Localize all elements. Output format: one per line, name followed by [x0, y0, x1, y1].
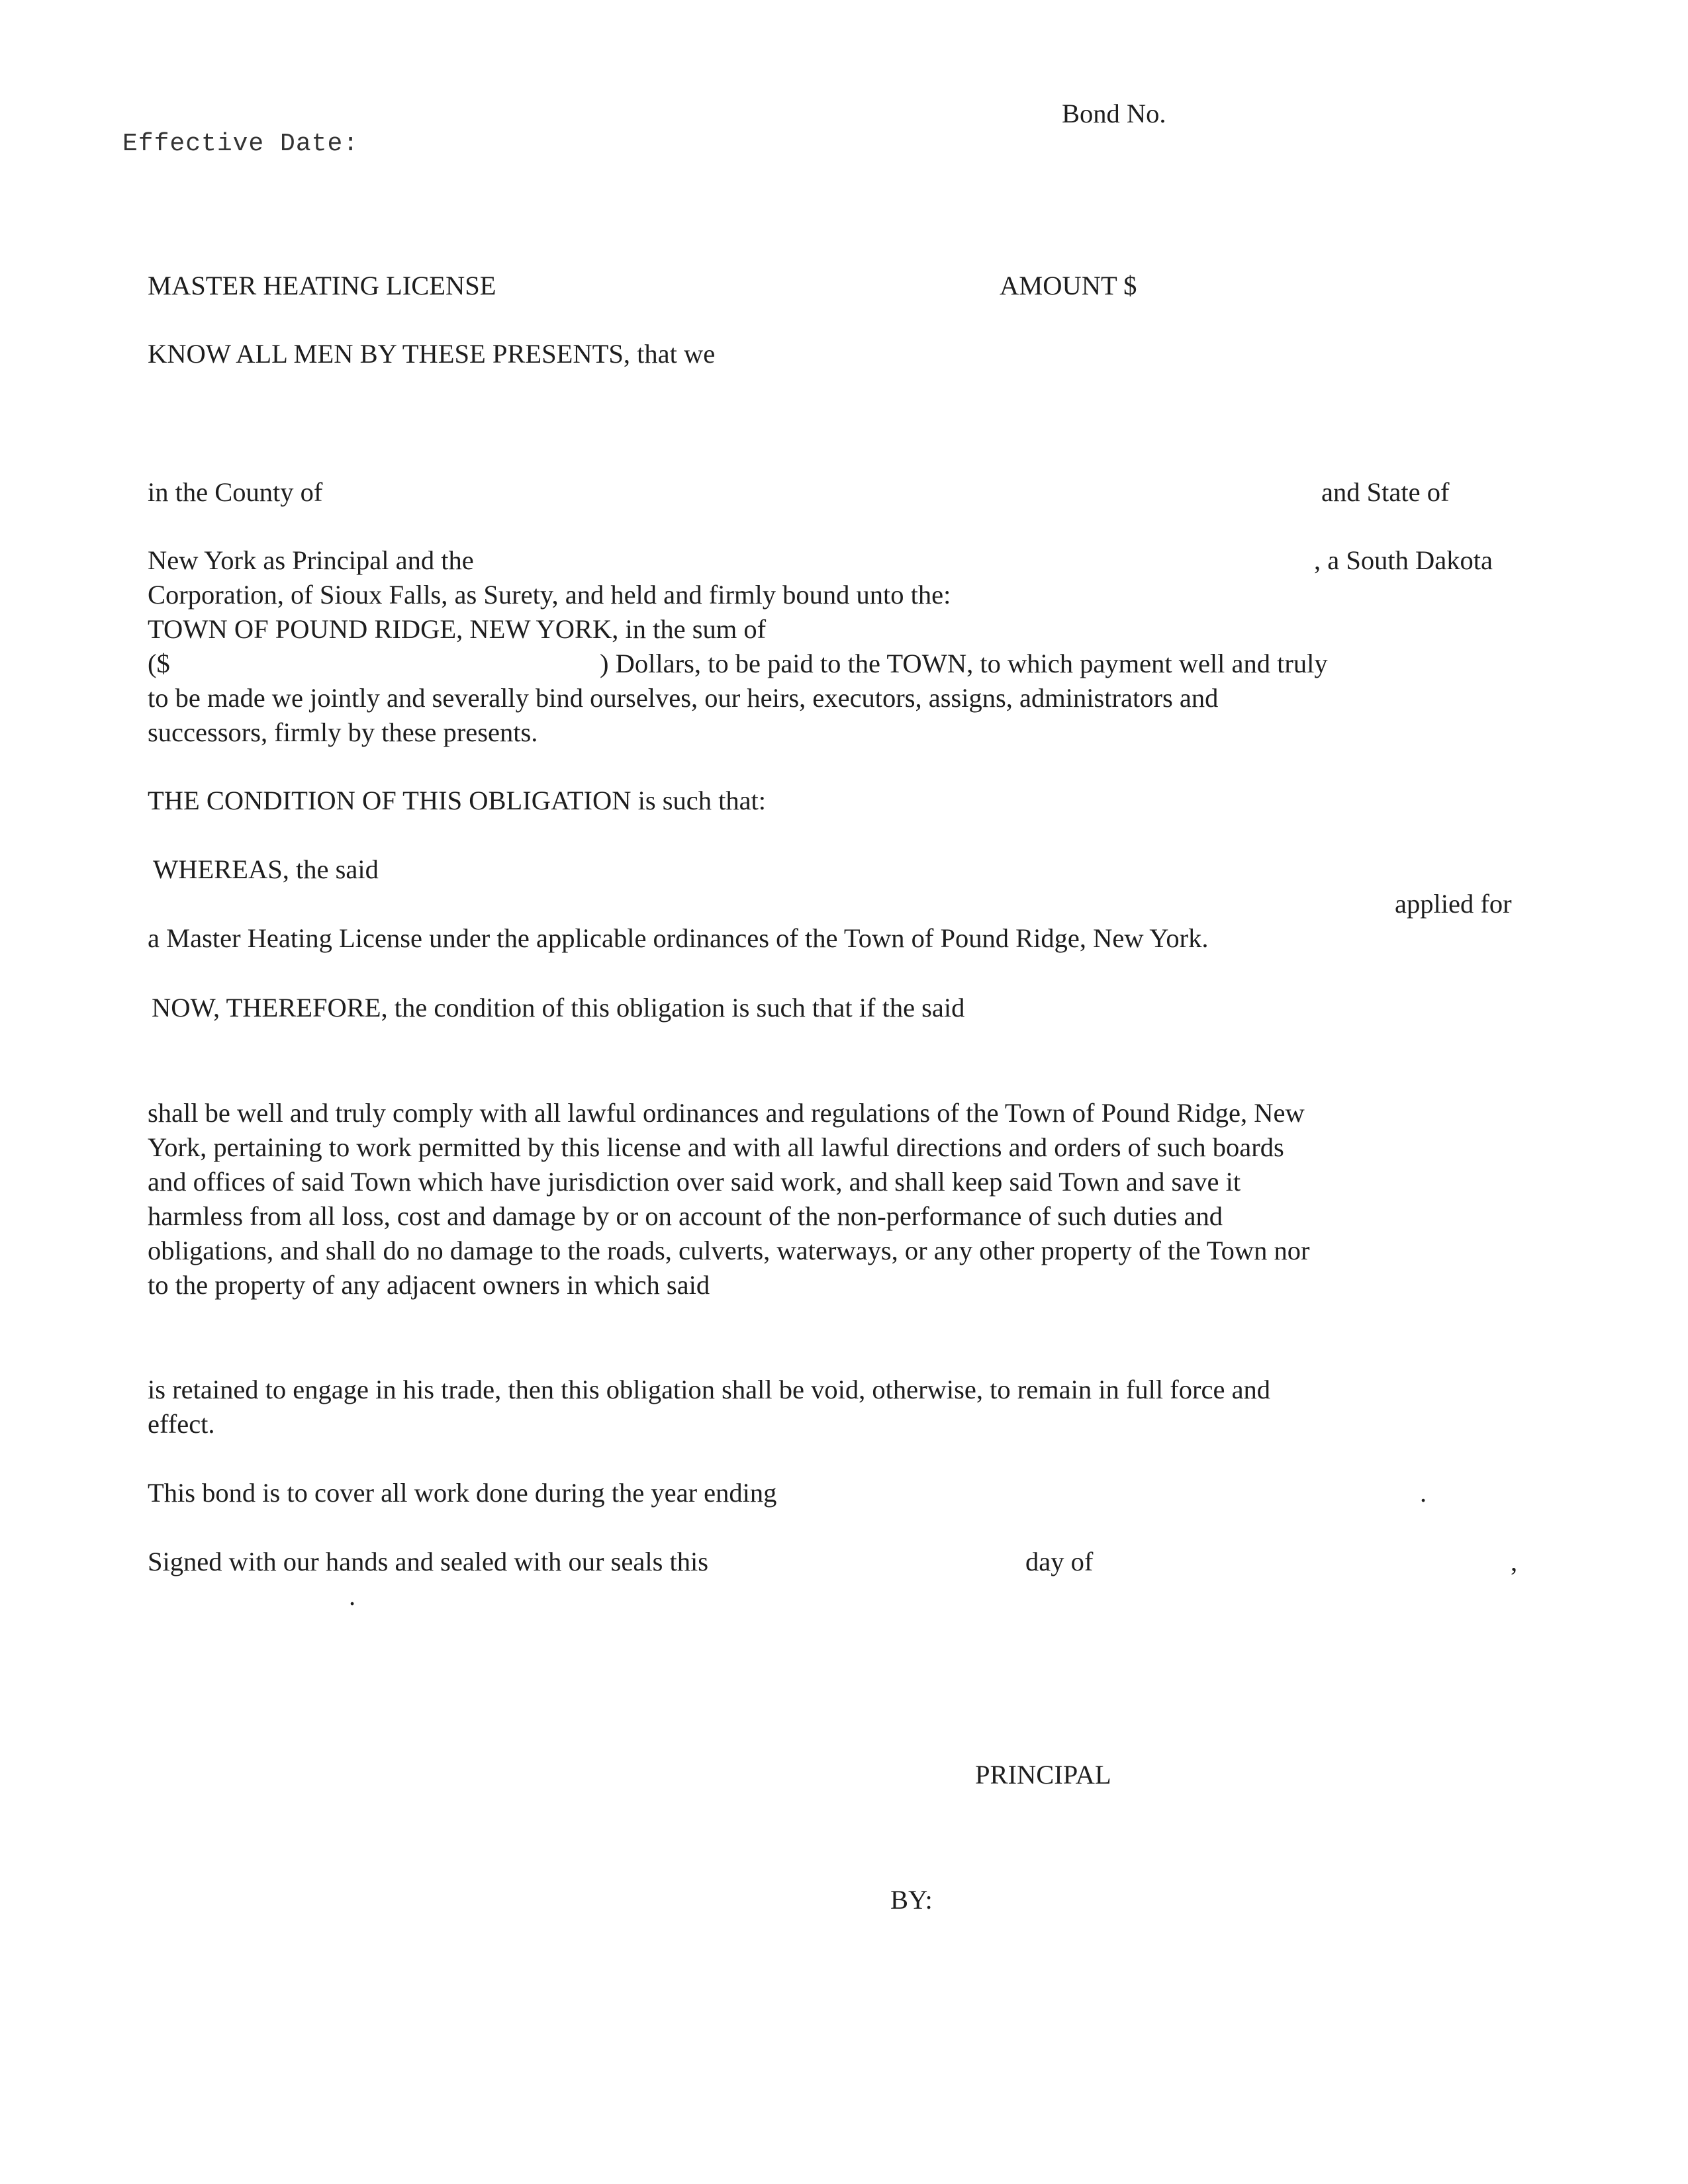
signed-comma: ,	[1511, 1547, 1518, 1576]
signed-period: .	[349, 1581, 356, 1611]
bond-number-label: Bond No.	[1062, 99, 1166, 128]
paren-dollar: ($	[148, 649, 170, 678]
bind-ourselves-line: to be made we jointly and severally bind ourselves, our heirs, executors, assigns, administrators and	[148, 683, 1219, 713]
state-label: and State of	[1321, 477, 1450, 507]
retained-line: is retained to engage in his trade, then this obligation shall be void, otherwise, to remain in full force and	[148, 1375, 1271, 1404]
comply-line: shall be well and truly comply with all lawful ordinances and regulations of the Town of Pound Ridge, New	[148, 1098, 1305, 1128]
day-of-label: day of	[1025, 1547, 1094, 1576]
applied-for-text: applied for	[1395, 889, 1512, 919]
license-title: MASTER HEATING LICENSE	[148, 271, 496, 300]
retained-line: effect.	[148, 1409, 215, 1439]
principal-surety-line: New York as Principal and the	[148, 545, 474, 575]
south-dakota-text: , a South Dakota	[1314, 545, 1493, 575]
condition-heading: THE CONDITION OF THIS OBLIGATION is such that:	[148, 786, 767, 815]
county-label: in the County of	[148, 477, 323, 507]
signed-sealed-line: Signed with our hands and sealed with our seals this	[148, 1547, 708, 1576]
master-heating-line: a Master Heating License under the applicable ordinances of the Town of Pound Ridge, New York.	[148, 923, 1209, 953]
town-sum-line: TOWN OF POUND RIDGE, NEW YORK, in the sum of	[148, 614, 767, 644]
corporation-line: Corporation, of Sioux Falls, as Surety, and held and firmly bound unto the:	[148, 580, 951, 610]
amount-label: AMOUNT $	[1000, 271, 1137, 300]
comply-line: and offices of said Town which have jurisdiction over said work, and shall keep said Town and save it	[148, 1167, 1241, 1197]
dollars-line: ) Dollars, to be paid to the TOWN, to which payment well and truly	[600, 649, 1328, 678]
by-signature-label: BY:	[890, 1885, 933, 1915]
whereas-line: WHEREAS, the said	[153, 854, 379, 884]
comply-line: harmless from all loss, cost and damage by or on account of the non-performance of such duties and	[148, 1201, 1223, 1231]
principal-signature-label: PRINCIPAL	[975, 1760, 1111, 1790]
year-ending-period: .	[1420, 1478, 1427, 1508]
now-therefore-line: NOW, THEREFORE, the condition of this obligation is such that if the said	[152, 993, 965, 1023]
know-all-men-line: KNOW ALL MEN BY THESE PRESENTS, that we	[148, 339, 716, 369]
effective-date-label: Effective Date:	[122, 130, 359, 158]
comply-line: York, pertaining to work permitted by this license and with all lawful directions and orders of such boards	[148, 1132, 1284, 1162]
comply-line: to the property of any adjacent owners in which said	[148, 1270, 710, 1300]
comply-line: obligations, and shall do no damage to the roads, culverts, waterways, or any other property of the Town nor	[148, 1236, 1310, 1265]
successors-line: successors, firmly by these presents.	[148, 717, 538, 747]
year-ending-line: This bond is to cover all work done during the year ending	[148, 1478, 777, 1508]
